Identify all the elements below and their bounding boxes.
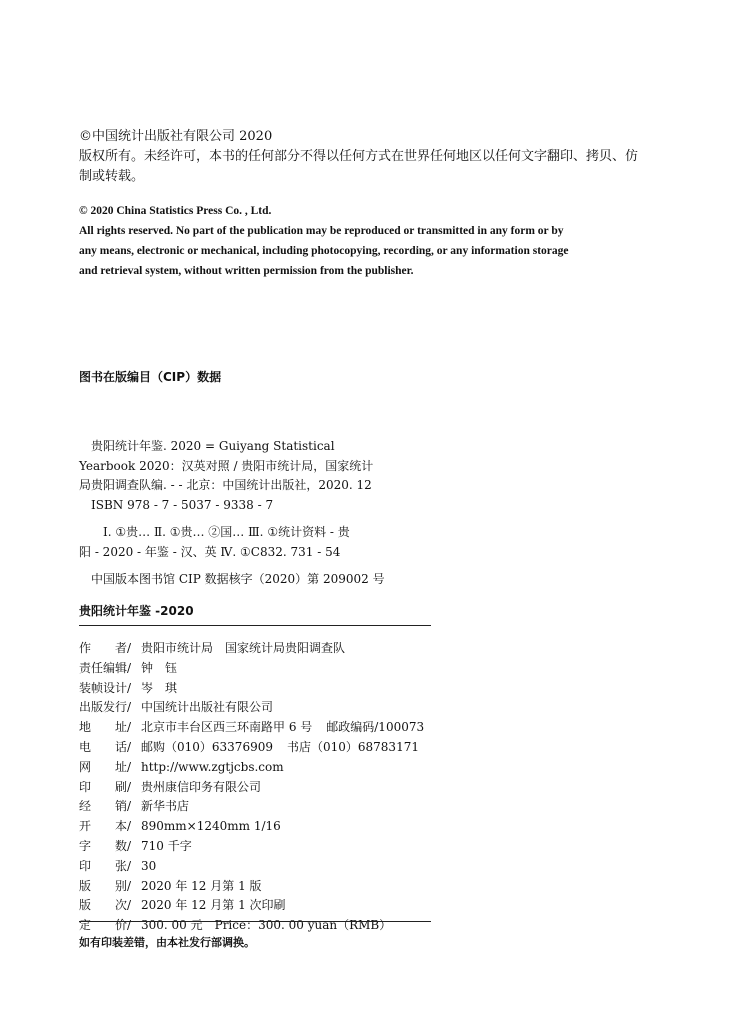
design-label: 装帧设计/: [79, 680, 132, 695]
cip-line-1: 贵阳统计年鉴. 2020 = Guiyang Statistical: [91, 439, 335, 453]
edition-value: 2020 年 12 月第 1 版: [141, 878, 262, 893]
words-label: 字 数/: [79, 838, 132, 853]
print-label: 印 刷/: [79, 779, 132, 794]
divider-bottom: [79, 921, 431, 922]
copyright-en-line-3: any means, electronic or mechanical, including photocopying, recording, or any information storage: [79, 245, 569, 257]
distribution-value: 新华书店: [141, 799, 190, 814]
divider-top: [79, 625, 431, 626]
postcode: 邮政编码/100073: [326, 720, 425, 735]
sheets-label: 印 张/: [79, 858, 132, 873]
cip-line-4: ISBN 978 - 7 - 5037 - 9338 - 7: [91, 497, 274, 512]
meta-row-publisher: [79, 698, 424, 718]
printing-error-notice: 如有印装差错，由本社发行部调换。: [79, 936, 255, 949]
copyright-cn-line-1: ©中国统计出版社有限公司 2020: [79, 129, 273, 144]
format-label: 开 本/: [79, 819, 132, 834]
price-label: 定 价/: [79, 918, 132, 933]
address-label: 地 址/: [79, 720, 132, 735]
cip-heading: 图书在版编目（CIP）数据: [79, 370, 222, 384]
meta-row-print: [79, 778, 424, 798]
publisher-label: 出版发行/: [79, 700, 132, 715]
bookstore-phone: 书店（010）68783171: [286, 739, 419, 754]
price-value: 300. 00 元 Price：300. 00 yuan（RMB）: [141, 918, 392, 933]
web-value[interactable]: http://www.zgtjcbs.com: [141, 759, 284, 774]
book-title: 贵阳统计年鉴 -2020: [79, 604, 194, 618]
copyright-notice-english: [79, 201, 569, 281]
impression-value: 2020 年 12 月第 1 次印刷: [141, 898, 286, 913]
editor-label: 责任编辑/: [79, 660, 132, 675]
meta-row-distribution: [79, 797, 424, 817]
meta-row-sheets: [79, 857, 424, 877]
distribution-label: 经 销/: [79, 799, 132, 814]
cip-line-5: Ⅰ. ①贵… Ⅱ. ①贵… ②国… Ⅲ. ①统计资料 - 贵: [103, 525, 350, 539]
copyright-cn-line-3: 制或转载。: [79, 169, 145, 184]
copyright-cn-line-2: 版权所有。未经许可，本书的任何部分不得以任何方式在世界任何地区以任何文字翻印、拷贝、仿: [79, 149, 639, 164]
words-value: 710 千字: [141, 838, 192, 853]
cip-data-block: [79, 437, 385, 590]
copyright-en-line-1: © 2020 China Statistics Press Co. , Ltd.: [79, 205, 272, 217]
publication-details: [79, 639, 424, 936]
copyright-notice-chinese: [79, 127, 638, 187]
author-value: 贵阳市统计局 国家统计局贵阳调查队: [141, 641, 346, 655]
meta-row-edition: [79, 877, 424, 897]
design-value: 岑 琪: [141, 680, 178, 695]
cip-line-6: 阳 - 2020 - 年鉴 - 汉、英 Ⅳ. ①C832. 731 - 54: [79, 544, 341, 559]
edition-label: 版 别/: [79, 878, 132, 893]
format-value: 890mm×1240mm 1/16: [141, 819, 281, 834]
phone-value: 邮购（010）63376909: [141, 739, 273, 754]
copyright-en-line-2: All rights reserved. No part of the publication may be reproduced or transmitted in any form or by: [79, 225, 564, 237]
print-value: 贵州康信印务有限公司: [141, 779, 262, 794]
cip-line-2: Yearbook 2020：汉英对照 / 贵阳市统计局，国家统计: [79, 458, 374, 473]
cip-line-3: 局贵阳调查队编. - - 北京：中国统计出版社，2020. 12: [79, 478, 372, 492]
meta-row-price: [79, 916, 424, 936]
meta-row-address: [79, 718, 424, 738]
impression-label: 版 次/: [79, 898, 132, 913]
meta-row-author: [79, 639, 424, 659]
sheets-value: 30: [141, 858, 157, 873]
editor-value: 钟 钰: [141, 660, 178, 675]
copyright-en-line-4: and retrieval system, without written permission from the publisher.: [79, 265, 414, 277]
address-value: 北京市丰台区西三环南路甲 6 号: [141, 720, 313, 735]
phone-label: 电 话/: [79, 739, 132, 754]
meta-row-editor: [79, 659, 424, 679]
author-label: 作 者/: [79, 641, 132, 655]
publisher-value: 中国统计出版社有限公司: [141, 700, 274, 715]
cip-line-7: 中国版本图书馆 CIP 数据核字（2020）第 209002 号: [91, 572, 385, 586]
meta-row-impression: [79, 896, 424, 916]
meta-row-web: [79, 758, 424, 778]
meta-row-design: [79, 679, 424, 699]
meta-row-words: [79, 837, 424, 857]
meta-row-phone: [79, 738, 424, 758]
web-label: 网 址/: [79, 759, 132, 774]
meta-row-format: [79, 817, 424, 837]
